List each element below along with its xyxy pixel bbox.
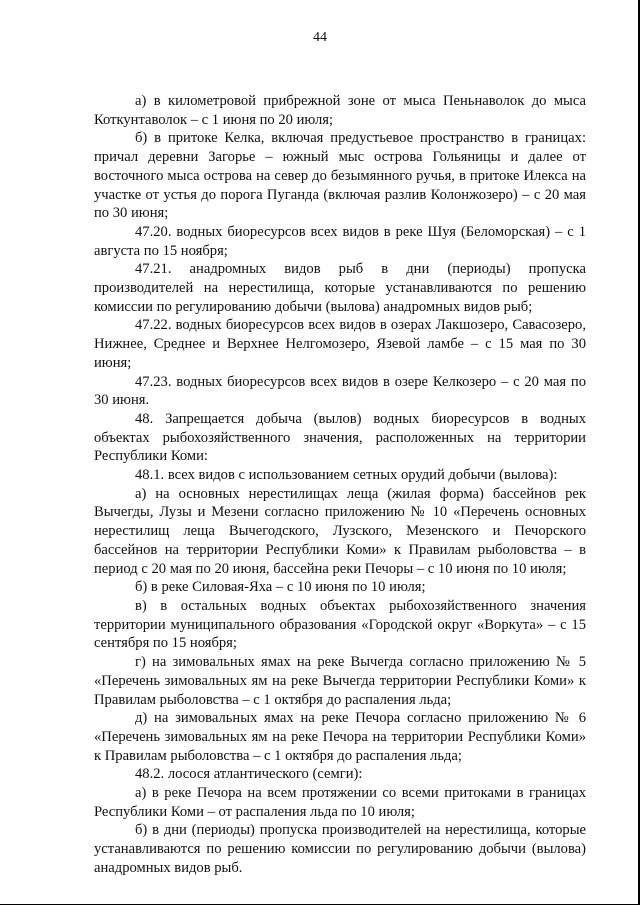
- paragraph: а) в реке Печора на всем протяжении со всеми притоками в границах Республики Коми – от распаления льда по 10 июля;: [94, 785, 586, 820]
- paragraph: в) в остальных водных объектах рыбохозяйственного значения территории муниципального образования «Городской округ «Воркута» – с 15 сентября по 15 ноября;: [94, 597, 586, 652]
- paragraph: 47.23. водных биоресурсов всех видов в озере Келкозеро – с 20 мая по 30 июня.: [94, 373, 586, 409]
- paragraph: б) в дни (периоды) пропуска производителей на нерестилища, которые устанавливаются по решению комиссии по регулированию добычи (вылова) анадромных видов рыб.: [94, 822, 586, 876]
- paragraph: 47.21. анадромных видов рыб в дни (периоды) пропуска производителей на нерестилища, которые устанавливаются по решению комиссии по регулированию добычи (вылова) анадромных видов рыб;: [94, 261, 586, 315]
- paragraph: б) в притоке Келка, включая предустьевое пространство в границах: причал деревни Загорье – южный мыс острова Гольяницы и далее от восточного мыса острова на север до безымянного ручья, в притоке Илекса на участке от устья до порога Пуганда (включая разлив Колонжозеро) – с 20 мая по 30 июня;: [94, 130, 586, 222]
- paragraph: д) на зимовальных ямах на реке Печора согласно приложению № 6 «Перечень зимовальных ям на реке Печора на территории Республики Коми» к Правилам рыболовства – с 1 октября до распаления льда;: [94, 710, 586, 764]
- paragraph: 48. Запрещается добыча (вылов) водных биоресурсов в водных объектах рыбохозяйственного значения, расположенных на территории Республики Коми:: [94, 410, 586, 465]
- paragraph: 47.20. водных биоресурсов всех видов в реке Шуя (Беломорская) – с 1 августа по 15 ноября;: [94, 223, 586, 259]
- paragraph: б) в реке Силовая-Яха – с 10 июня по 10 июля;: [135, 579, 426, 596]
- paragraph: 48.2. лосося атлантического (семги):: [135, 766, 363, 783]
- page-number: 44: [313, 30, 327, 45]
- paragraph: 47.22. водных биоресурсов всех видов в озерах Лакшозеро, Савасозеро, Нижнее, Среднее и Верхнее Нелгомозеро, Язевой ламбе – с 15 мая по 30 июня;: [94, 317, 586, 371]
- paragraph: 48.1. всех видов с использованием сетных орудий добычи (вылова):: [135, 467, 558, 484]
- paragraph: а) в километровой прибрежной зоне от мыса Пеньнаволок до мыса Коткунтаволок – с 1 июня по 20 июля;: [94, 93, 586, 128]
- document-body: [94, 92, 586, 878]
- paragraph: а) на основных нерестилищах леща (жилая форма) бассейнов рек Вычегды, Лузы и Мезени согласно приложению № 10 «Перечень основных нерестилищ леща Вычегодского, Лузского, Мезенского и Печорского бассейнов на территории Республики Коми» к Правилам рыболовства – в период с 20 мая по 20 июня, бассейна реки Печоры – с 10 июня по 10 июля;: [94, 485, 586, 577]
- paragraph: г) на зимовальных ямах на реке Вычегда согласно приложению № 5 «Перечень зимовальных ям на реке Вычегда территории Республики Коми» к Правилам рыболовства – с 1 октября до распаления льда;: [94, 654, 586, 708]
